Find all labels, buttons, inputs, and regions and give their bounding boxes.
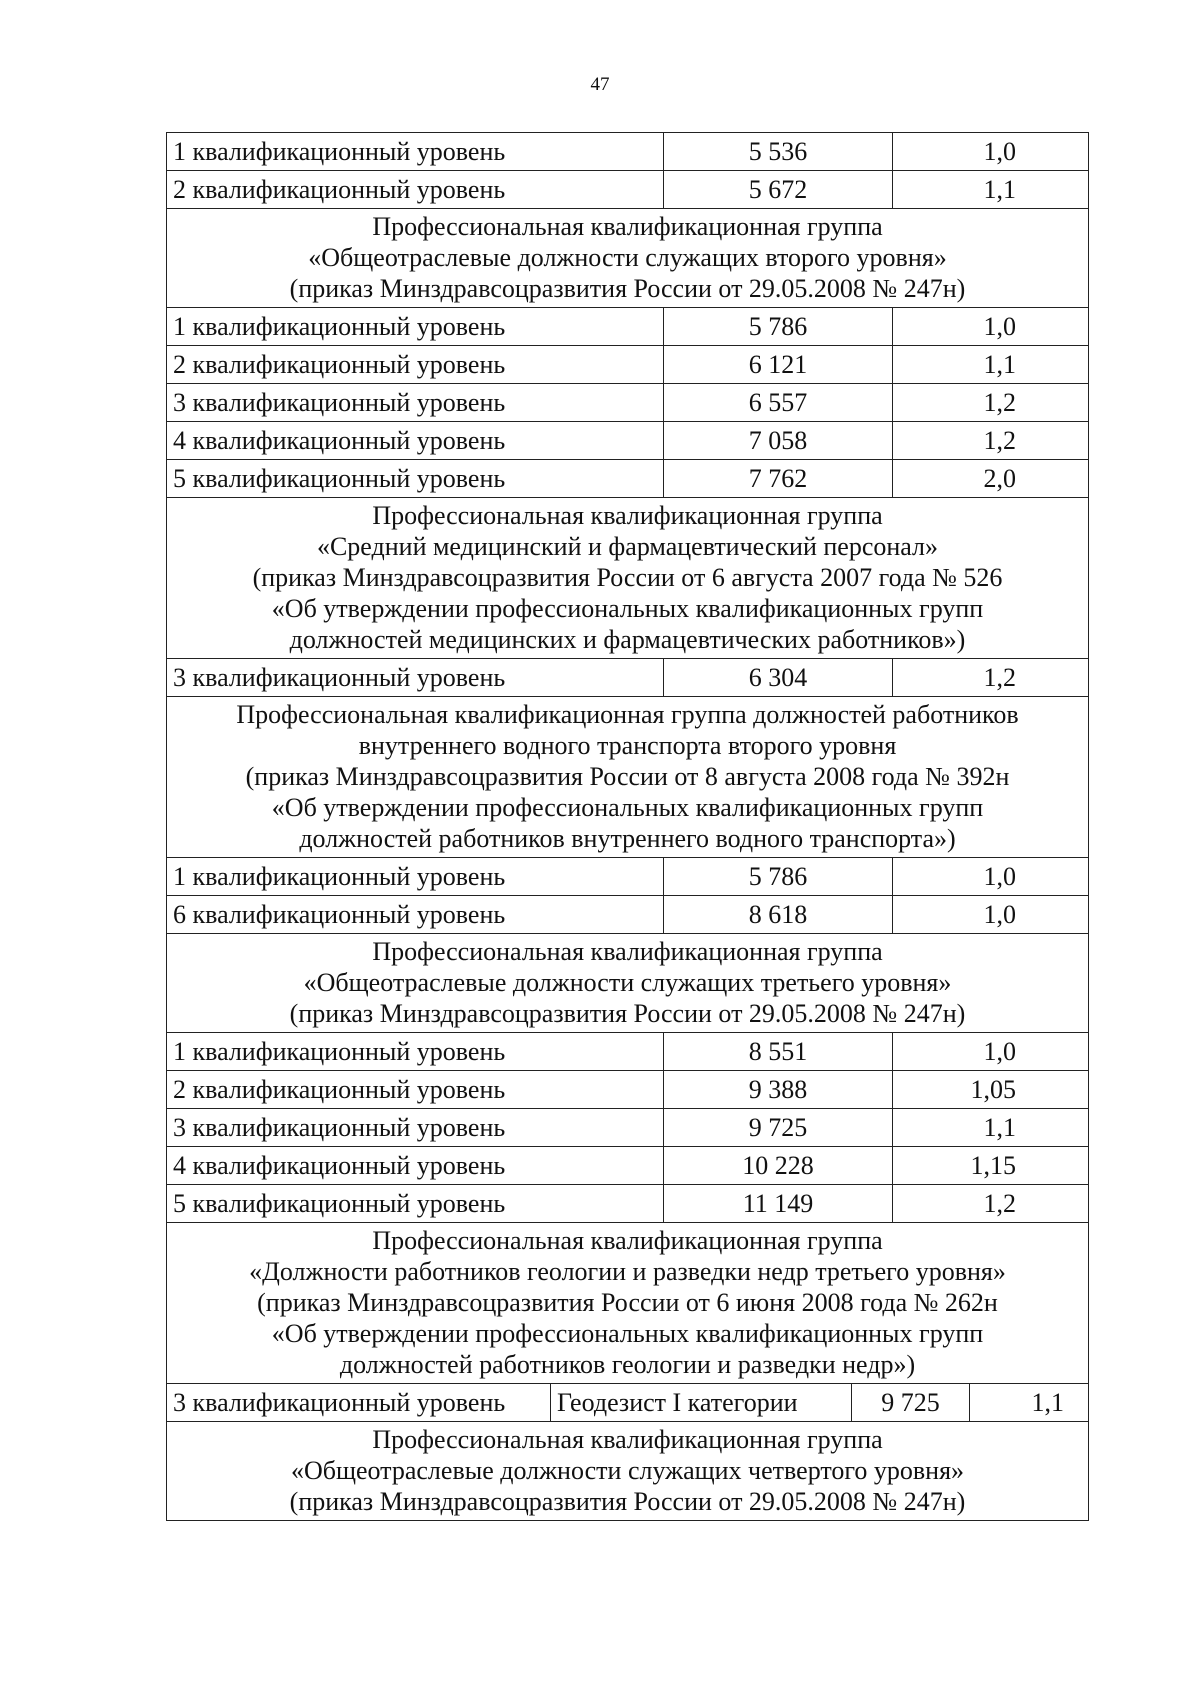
qualification-level-cell: 4 квалификационный уровень — [167, 422, 664, 460]
table-row-with-position — [167, 1384, 1089, 1422]
group-header-line: Профессиональная квалификационная группа — [372, 212, 883, 241]
group-header-line: «Должности работников геологии и разведки недр третьего уровня» — [249, 1257, 1006, 1286]
group-header-line: Профессиональная квалификационная группа — [372, 1226, 883, 1255]
table-row — [167, 171, 1089, 209]
group-header-row — [167, 697, 1089, 858]
qualification-level-cell: 4 квалификационный уровень — [167, 1147, 664, 1185]
group-header-cell — [167, 1223, 1089, 1384]
salary-cell: 6 304 — [664, 659, 893, 697]
group-header-line: (приказ Минздравсоцразвития России от 29.05.2008 № 247н) — [289, 274, 966, 303]
group-header-line: «Общеотраслевые должности служащих второго уровня» — [308, 243, 947, 272]
position-cell: Геодезист I категории — [551, 1384, 852, 1421]
salary-cell: 5 786 — [664, 858, 893, 896]
table-row — [167, 422, 1089, 460]
qualification-level-cell: 1 квалификационный уровень — [167, 858, 664, 896]
qualification-level-cell: 1 квалификационный уровень — [167, 1033, 664, 1071]
coefficient-cell: 1,2 — [893, 1185, 1089, 1223]
group-header-line: должностей работников внутреннего водного транспорта») — [299, 824, 956, 853]
group-header-line: (приказ Минздравсоцразвития России от 6 июня 2008 года № 262н — [257, 1288, 998, 1317]
group-header-cell — [167, 697, 1089, 858]
qualification-level-cell: 3 квалификационный уровень — [167, 1109, 664, 1147]
salary-cell: 7 762 — [664, 460, 893, 498]
table-row — [167, 1109, 1089, 1147]
qualification-level-cell: 2 квалификационный уровень — [167, 346, 664, 384]
group-header-line: Профессиональная квалификационная группа — [372, 501, 883, 530]
coefficient-cell: 1,1 — [893, 171, 1089, 209]
salary-cell: 8 551 — [664, 1033, 893, 1071]
coefficient-cell: 1,05 — [893, 1071, 1089, 1109]
qualification-table-body — [167, 133, 1089, 1521]
group-header-line: внутреннего водного транспорта второго уровня — [358, 731, 897, 760]
group-header-cell — [167, 934, 1089, 1033]
group-header-line: «Об утверждении профессиональных квалификационных групп — [271, 1319, 984, 1348]
group-header-row — [167, 1223, 1089, 1384]
coefficient-cell: 1,1 — [893, 1109, 1089, 1147]
group-header-line: (приказ Минздравсоцразвития России от 8 августа 2008 года № 392н — [245, 762, 1010, 791]
group-header-line: «Общеотраслевые должности служащих четвертого уровня» — [290, 1456, 965, 1485]
group-header-line: «Общеотраслевые должности служащих третьего уровня» — [303, 968, 952, 997]
salary-cell: 5 536 — [664, 133, 893, 171]
coefficient-cell: 1,0 — [893, 133, 1089, 171]
table-row — [167, 308, 1089, 346]
table-row — [167, 384, 1089, 422]
table-row — [167, 346, 1089, 384]
group-header-line: (приказ Минздравсоцразвития России от 29.05.2008 № 247н) — [289, 999, 966, 1028]
qualification-level-cell: 6 квалификационный уровень — [167, 896, 664, 934]
group-header-row — [167, 1422, 1089, 1521]
qualification-level-cell: 3 квалификационный уровень — [167, 384, 664, 422]
group-header-cell — [167, 498, 1089, 659]
coefficient-cell: 1,15 — [893, 1147, 1089, 1185]
coefficient-cell: 1,0 — [893, 308, 1089, 346]
salary-cell: 5 672 — [664, 171, 893, 209]
group-header-line: Профессиональная квалификационная группа — [372, 937, 883, 966]
table-row — [167, 1033, 1089, 1071]
group-header-row — [167, 209, 1089, 308]
group-header-line: должностей медицинских и фармацевтических работников») — [289, 625, 966, 654]
group-header-line: (приказ Минздравсоцразвития России от 29.05.2008 № 247н) — [289, 1487, 966, 1516]
coefficient-cell: 1,0 — [893, 1033, 1089, 1071]
salary-cell: 6 121 — [664, 346, 893, 384]
salary-cell: 8 618 — [664, 896, 893, 934]
salary-cell: 11 149 — [664, 1185, 893, 1223]
salary-cell: 7 058 — [664, 422, 893, 460]
salary-cell: 9 725 — [664, 1109, 893, 1147]
table-row — [167, 1185, 1089, 1223]
coefficient-cell: 1,0 — [893, 896, 1089, 934]
coefficient-cell: 1,1 — [1031, 1388, 1064, 1417]
qualification-level-cell: 3 квалификационный уровень — [167, 1384, 551, 1421]
group-header-cell — [167, 209, 1089, 308]
salary-cell: 5 786 — [664, 308, 893, 346]
qualification-table — [166, 132, 1089, 1521]
coefficient-cell: 1,1 — [893, 346, 1089, 384]
table-row — [167, 1147, 1089, 1185]
table-row — [167, 858, 1089, 896]
group-header-line: Профессиональная квалификационная группа должностей работников — [236, 700, 1019, 729]
table-row — [167, 133, 1089, 171]
group-header-line: должностей работников геологии и разведки недр») — [339, 1350, 916, 1379]
group-header-line: (приказ Минздравсоцразвития России от 6 августа 2007 года № 526 — [252, 563, 1003, 592]
page-number: 47 — [590, 74, 610, 95]
qualification-level-cell: 3 квалификационный уровень — [167, 659, 664, 697]
salary-cell: 10 228 — [664, 1147, 893, 1185]
group-header-line: «Об утверждении профессиональных квалификационных групп — [271, 594, 984, 623]
group-header-line: «Средний медицинский и фармацевтический персонал» — [316, 532, 939, 561]
qualification-level-cell: 5 квалификационный уровень — [167, 460, 664, 498]
salary-cell: 6 557 — [664, 384, 893, 422]
qualification-level-cell: 2 квалификационный уровень — [167, 1071, 664, 1109]
qualification-level-cell: 2 квалификационный уровень — [167, 171, 664, 209]
group-header-line: «Об утверждении профессиональных квалификационных групп — [271, 793, 984, 822]
group-header-cell — [167, 1422, 1089, 1521]
table-row — [167, 659, 1089, 697]
qualification-level-cell: 1 квалификационный уровень — [167, 133, 664, 171]
coefficient-cell: 1,2 — [893, 384, 1089, 422]
group-header-line: Профессиональная квалификационная группа — [372, 1425, 883, 1454]
table-row — [167, 896, 1089, 934]
coefficient-cell: 1,0 — [893, 858, 1089, 896]
group-header-row — [167, 498, 1089, 659]
qualification-level-cell: 5 квалификационный уровень — [167, 1185, 664, 1223]
table-row — [167, 460, 1089, 498]
group-header-row — [167, 934, 1089, 1033]
coefficient-cell: 1,2 — [893, 422, 1089, 460]
salary-cell: 9 388 — [664, 1071, 893, 1109]
coefficient-cell: 2,0 — [893, 460, 1089, 498]
split-row-cell — [167, 1384, 1089, 1422]
salary-cell: 9 725 — [852, 1384, 970, 1421]
table-row — [167, 1071, 1089, 1109]
qualification-level-cell: 1 квалификационный уровень — [167, 308, 664, 346]
coefficient-cell: 1,2 — [893, 659, 1089, 697]
